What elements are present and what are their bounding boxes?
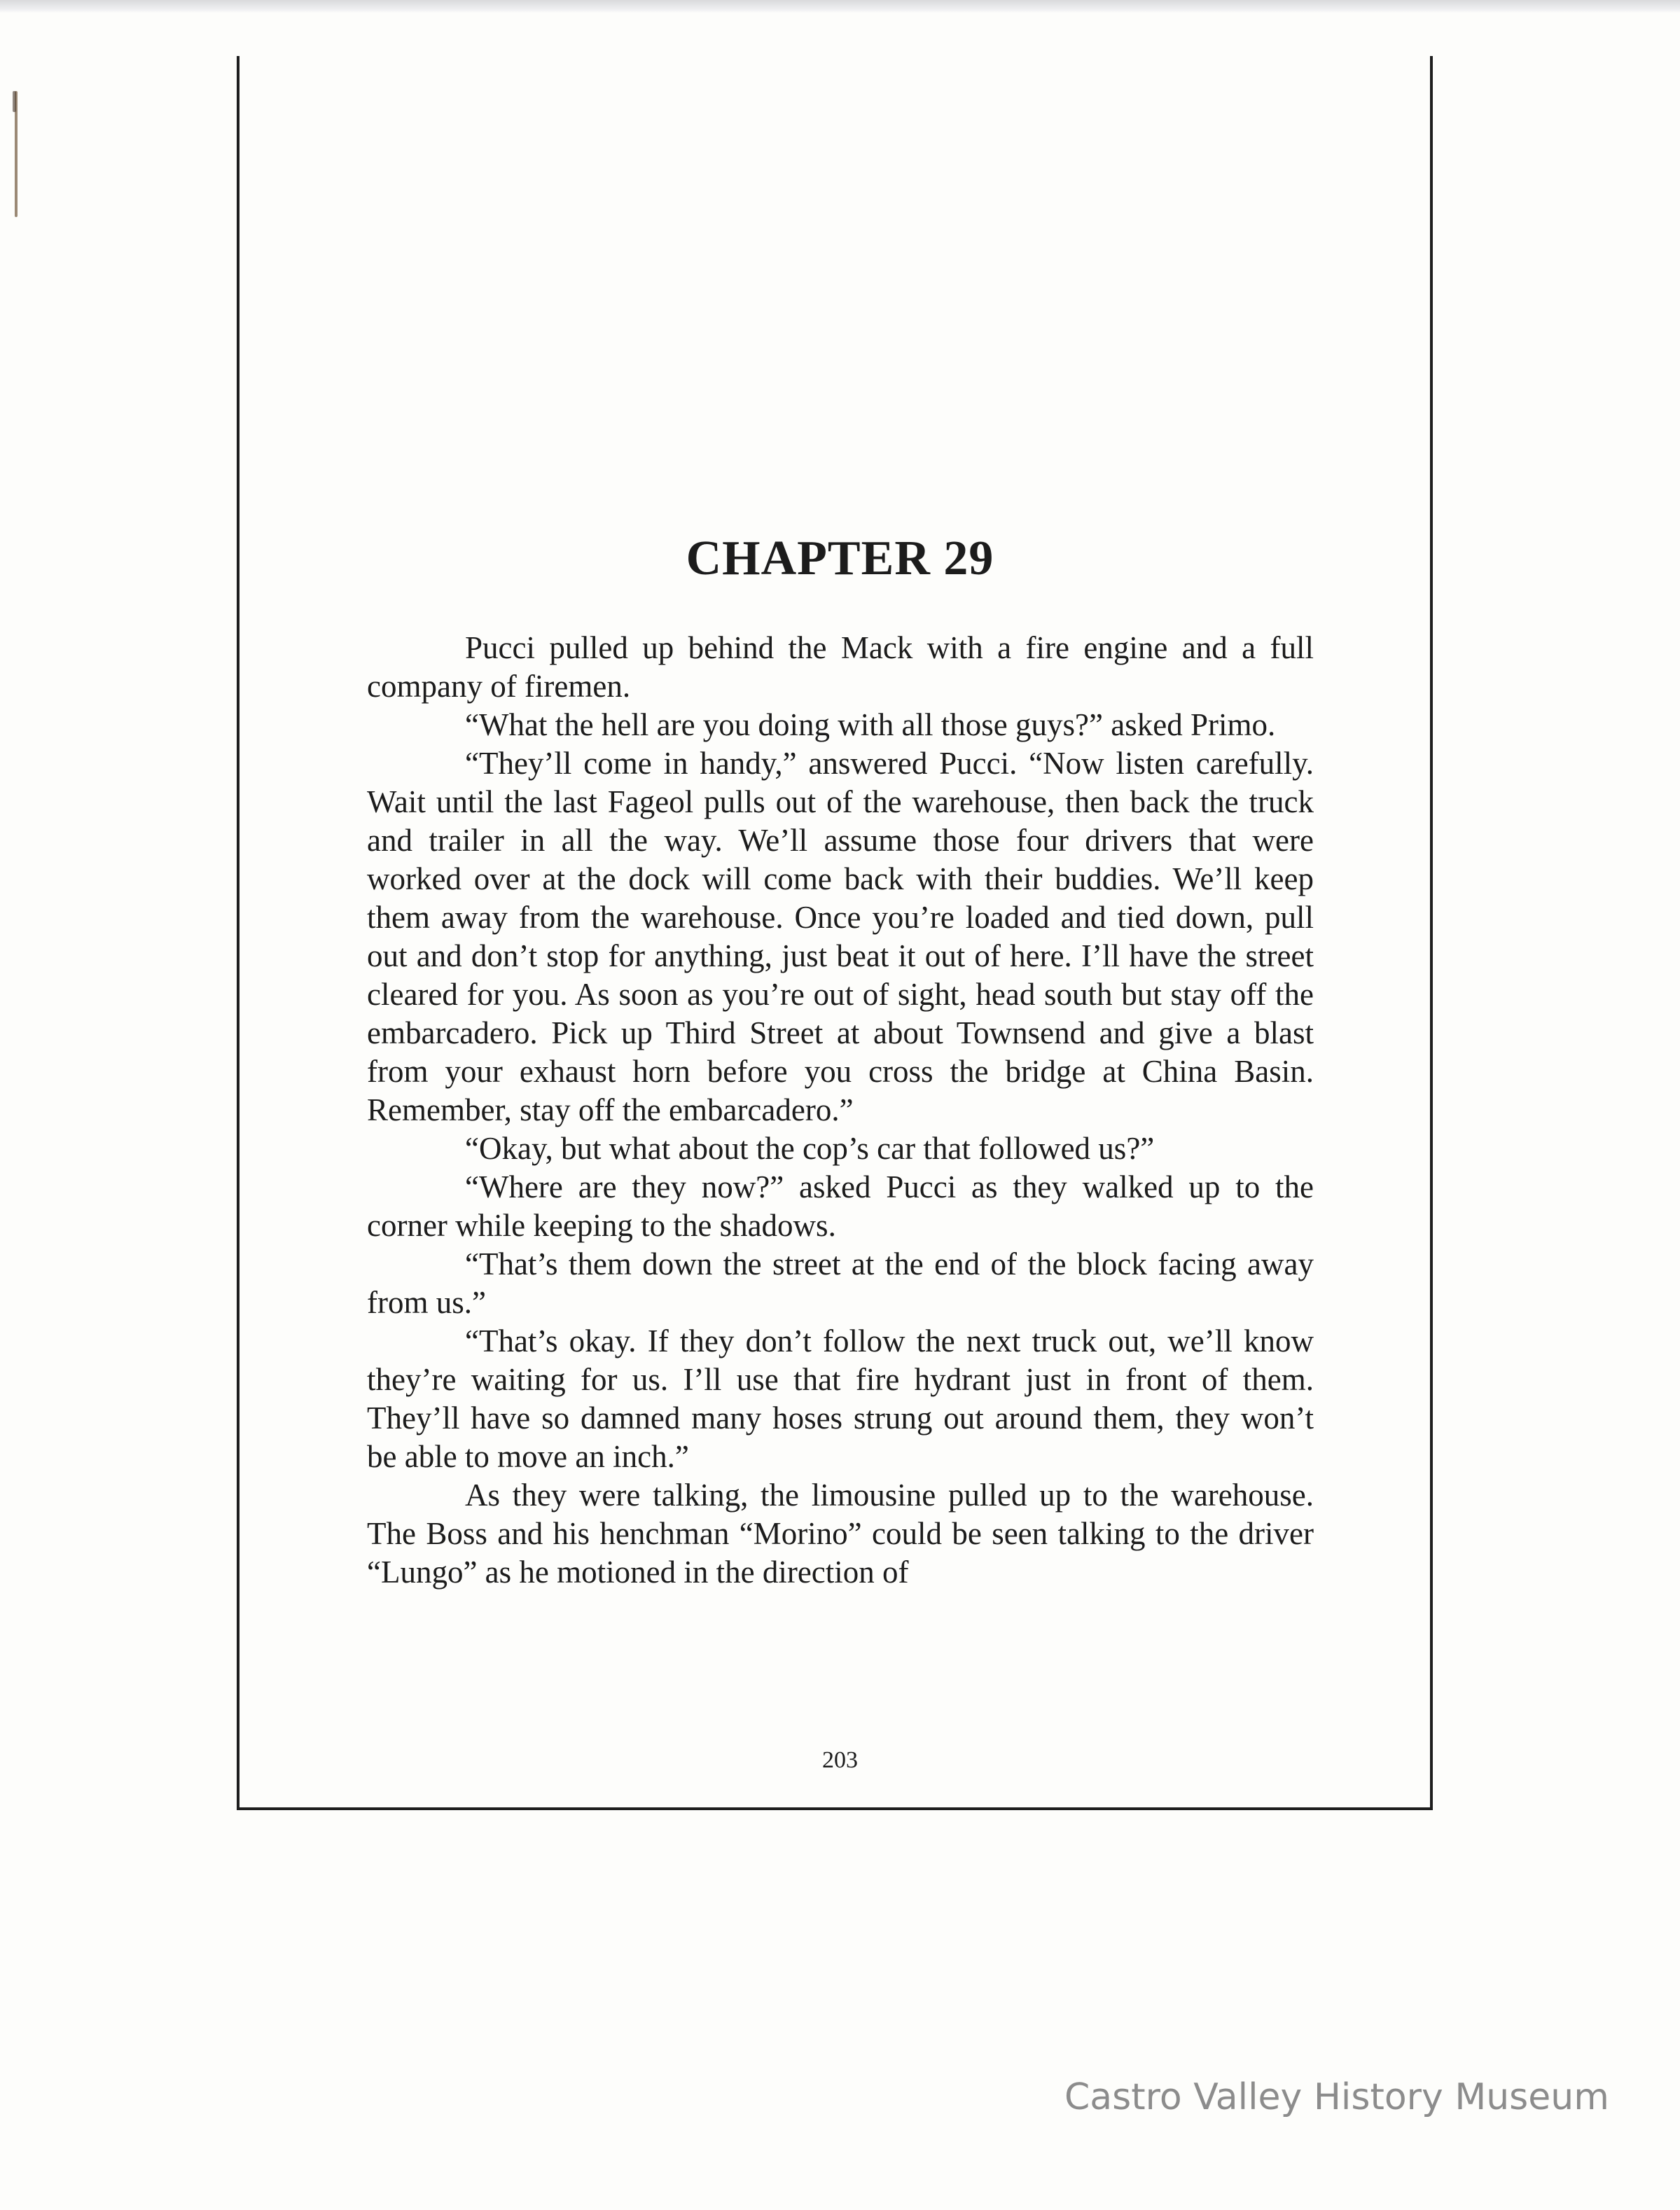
scan-top-edge [0,0,1680,13]
chapter-body [367,629,1314,1592]
paragraph: “That’s okay. If they don’t follow the next truck out, we’ll know they’re waiting for us. I’ll use that fire hydrant just in front of them. They’ll have so damned many hoses strung out around them, they won’t be able to move an inch.” [367,1323,1314,1474]
watermark: Castro Valley History Museum [1064,2076,1609,2118]
chapter-title: CHAPTER 29 [686,531,994,585]
paragraph: “That’s them down the street at the end of the block facing away from us.” [367,1246,1314,1320]
paragraph: “Where are they now?” asked Pucci as they walked up to the corner while keeping to the shadows. [367,1169,1314,1243]
scan-artifact-mark-top [13,91,16,112]
paragraph: “They’ll come in handy,” answered Pucci. “Now listen carefully. Wait until the last Fageol pulls out of the warehouse, then back the truck and trailer in all the way. We’ll assume those four drivers that were worked over at the dock will come back with their buddies. We’ll keep them away from the warehouse. Once you’re loaded and tied down, pull out and don’t stop for anything, just beat it out of here. I’ll have the street cleared for you. As soon as you’re out of sight, head south but stay off the embarcadero. Pick up Third Street at about Townsend and give a blast from your exhaust horn before you cross the bridge at China Basin. Remember, stay off the embarcadero.” [367,746,1314,1127]
page-number: 203 [822,1747,858,1773]
paragraph: As they were talking, the limousine pulled up to the warehouse. The Boss and his henchman “Morino” could be seen talking to the driver “Lungo” as he motioned in the direction of [367,1478,1314,1590]
paragraph: “What the hell are you doing with all those guys?” asked Primo. [465,707,1276,742]
paragraph: Pucci pulled up behind the Mack with a fire engine and a full company of firemen. [367,630,1314,704]
paragraph: “Okay, but what about the cop’s car that followed us?” [465,1131,1155,1166]
